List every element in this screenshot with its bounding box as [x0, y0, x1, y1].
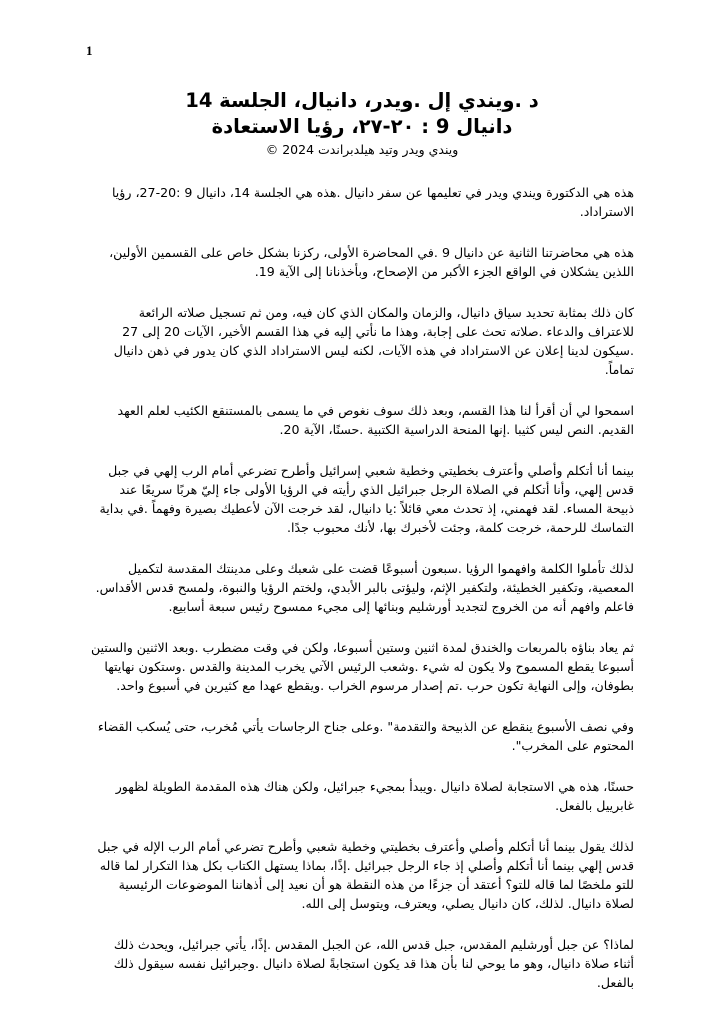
- paragraph-7: ثم يعاد بناؤه بالمربعات والخندق لمدة اثنين وستين أسبوعا، ولكن في وقت مضطرب .وبعد الاثنين والستين أسبوعا يقطع المسموح ولا يكون له شيء .وشعب الرئيس الآتي يخرب المدينة والقدس .وستكون نهايتها بطوفان، وإلى النهاية تكون حرب .تم إصدار مرسوم الخراب .ويقطع عهدا مع كثيرين في أسبوع واحد.: [90, 640, 634, 693]
- document-body: [90, 183, 634, 1014]
- copyright-line: ويندي ويدر وتيد هيلدبراندت 2024 ©: [265, 142, 459, 157]
- paragraph-10: لذلك يقول بينما أنا أتكلم وأصلي وأعترف بخطيتي وخطية شعبي وأطرح تضرعي أمام الرب الإله في جبل قدس إلهي بينما أنا أتكلم وأصلي إذ جاء الرجل جبرائيل .إذًا، بماذا يستهل الكتاب بكل هذا التكرار لما قاله للتو ملخصًا لما قاله للتو؟ أعتقد أن جزءًا من هذه النقطة هو أن نعيد إلى أذهاننا الموضوعات الرئيسية لصلاة دانيال. لذلك، كان دانيال يصلي، ويعترف، ويتوسل إلى الله.: [97, 839, 634, 911]
- paragraph-2: هذه هي محاضرتنا الثانية عن دانيال 9 .في المحاضرة الأولى، ركزنا بشكل خاص على القسمين الأولين، اللذين يشكلان في الواقع الجزء الأكبر من الإصحاح، وبأخذنانا إلى الآية 19.: [109, 245, 634, 279]
- paragraph-3: كان ذلك بمثابة تحديد سياق دانيال، والزمان والمكان الذي كان فيه، ومن ثم تسجيل صلاته الرائعة للاعتراف والدعاء .صلاته تحث على إجابة، وهذا ما نأتي إليه في هذا القسم الأخير، الآيات 20 إلى 27 .سيكون لدينا إعلان عن الاستراداد في هذه الآيات، لكنه ليس الاستراداد الذي كان يدور في ذهن دانيال تماماً.: [113, 305, 634, 377]
- document-subtitle: دانيال 9 : ٢٠-٢٧، رؤيا الاستعادة: [211, 115, 513, 138]
- paragraph-6: لذلك تأملوا الكلمة وافهموا الرؤيا .سبعون أسبوعًا قضت على شعبك وعلى مدينتك المقدسة لتكميل المعصية، وتكفير الخطيئة، ولتكفير الإثم، وليؤتى بالبر الأبدي، ولختم الرؤيا والنبوة، ولمسح قدس الأقداس. فاعلم وافهم أنه من الخروج لتجديد أورشليم وبنائها إلى مجيء ممسوح رئيس سبعة أسابيع.: [95, 561, 634, 614]
- document-title: د .ويندي إل .ويدر، دانيال، الجلسة 14: [185, 89, 539, 112]
- page-number: 1: [86, 43, 93, 58]
- document-header: [90, 88, 634, 159]
- paragraph-9: حسنًا، هذه هي الاستجابة لصلاة دانيال .ويبدأ بمجيء جبرائيل، ولكن هناك هذه المقدمة الطويلة لظهور غابرييل بالفعل.: [115, 779, 634, 813]
- paragraph-5: بينما أنا أتكلم وأصلي وأعترف بخطيتي وخطية شعبي إسرائيل وأطرح تضرعي أمام الرب إلهي في جبل قدس إلهي، وأنا أتكلم في الصلاة الرجل جبرائيل الذي رأيته في الرؤيا الأولى جاء إليّ هربًا سريعًا عند ذبيحة المساء. لقد فهمني، إذ تحدث معي قائلاً :يا دانيال، لقد خرجت الآن لأعطيك بصيرة وفهماً .في بداية التماسك للرحمة، خرجت كلمة، وجئت لأخبرك بها، لأنك محبوب جدًا.: [99, 463, 634, 535]
- paragraph-1: هذه هي الدكتورة ويندي ويدر في تعليمها عن سفر دانيال .هذه هي الجلسة 14، دانيال 9 :20-27، رؤيا الاستراداد.: [111, 185, 634, 219]
- paragraph-4: اسمحوا لي أن أقرأ لنا هذا القسم، وبعد ذلك سوف نغوص في ما يسمى بالمستنقع الكئيب لعلم العهد القديم. النص ليس كثيبا .إنها المنحة الدراسية الكتبية .حسنًا، الآية 20.: [117, 403, 634, 437]
- paragraph-8: وفي نصف الأسبوع ينقطع عن الذبيحة والتقدمة" .وعلى جناح الرجاسات يأتي مُخرب، حتى يُسكب القضاء المحتوم على المخرب".: [97, 719, 634, 753]
- paragraph-11: لماذا؟ عن جبل أورشليم المقدس، جبل قدس الله، عن الجبل المقدس .إذًا، يأتي جبرائيل، ويحدث ذلك أثناء صلاة دانيال، وهو ما يوحي لنا بأن هذا قد يكون استجابةً لصلاة دانيال .وجبرائيل نفسه سيقول ذلك بالفعل.: [113, 937, 634, 990]
